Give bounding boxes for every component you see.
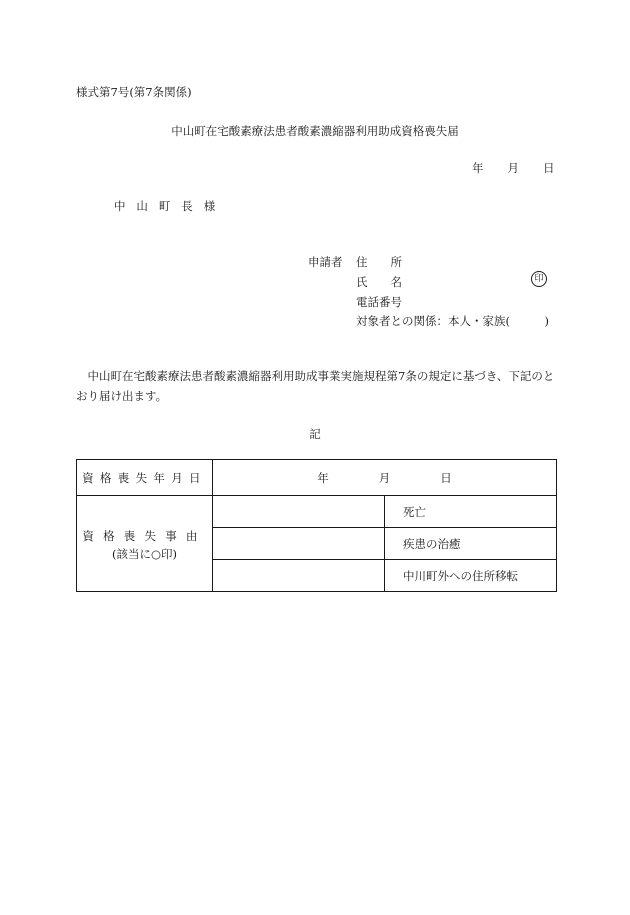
date-label-cell: 資格喪失年月日 <box>77 460 213 496</box>
seal-mark: 印 <box>531 271 547 287</box>
reason-option: 疾患の治癒 <box>385 528 557 560</box>
date-month-label: 月 <box>507 161 519 175</box>
reason-label: 資格喪失事由 <box>82 528 207 543</box>
loss-day-label: 日 <box>440 470 452 485</box>
form-number: 様式第7号(第7条関係) <box>76 85 192 99</box>
ki-heading: 記 <box>309 427 321 441</box>
loss-month-label: 月 <box>378 470 391 485</box>
loss-details-table <box>76 459 557 592</box>
submission-date <box>472 160 555 176</box>
date-day-label: 日 <box>543 161 555 175</box>
date-year-label: 年 <box>472 161 484 175</box>
applicant-address-label: 住 所 <box>356 255 402 269</box>
reason-option: 中川町外への住所移転 <box>385 560 557 592</box>
loss-year-label: 年 <box>317 470 329 485</box>
applicant-phone-label: 電話番号 <box>356 295 402 309</box>
applicant-label: 申請者 <box>308 255 343 269</box>
reason-row-1 <box>77 496 557 528</box>
reason-mark-cell[interactable] <box>213 528 385 560</box>
reason-mark-cell[interactable] <box>213 560 385 592</box>
applicant-name-label: 氏 名 <box>356 275 402 289</box>
reason-label-cell <box>77 496 213 592</box>
date-value-cell <box>213 460 557 496</box>
date-row <box>77 460 557 496</box>
page-title: 中山町在宅酸素療法患者酸素濃縮器利用助成資格喪失届 <box>171 124 459 138</box>
addressee: 中山町長様 <box>114 199 227 213</box>
reason-mark-cell[interactable] <box>213 496 385 528</box>
body-paragraph: 中山町在宅酸素療法患者酸素濃縮器利用助成事業実施規程第7条の規定に基づき、下記のとおり届け出ます。 <box>76 369 555 403</box>
reason-note: (該当に○印) <box>111 546 177 561</box>
reason-option: 死亡 <box>385 496 557 528</box>
applicant-relation-label: 対象者との関係：本人・家族( ) <box>356 314 549 328</box>
